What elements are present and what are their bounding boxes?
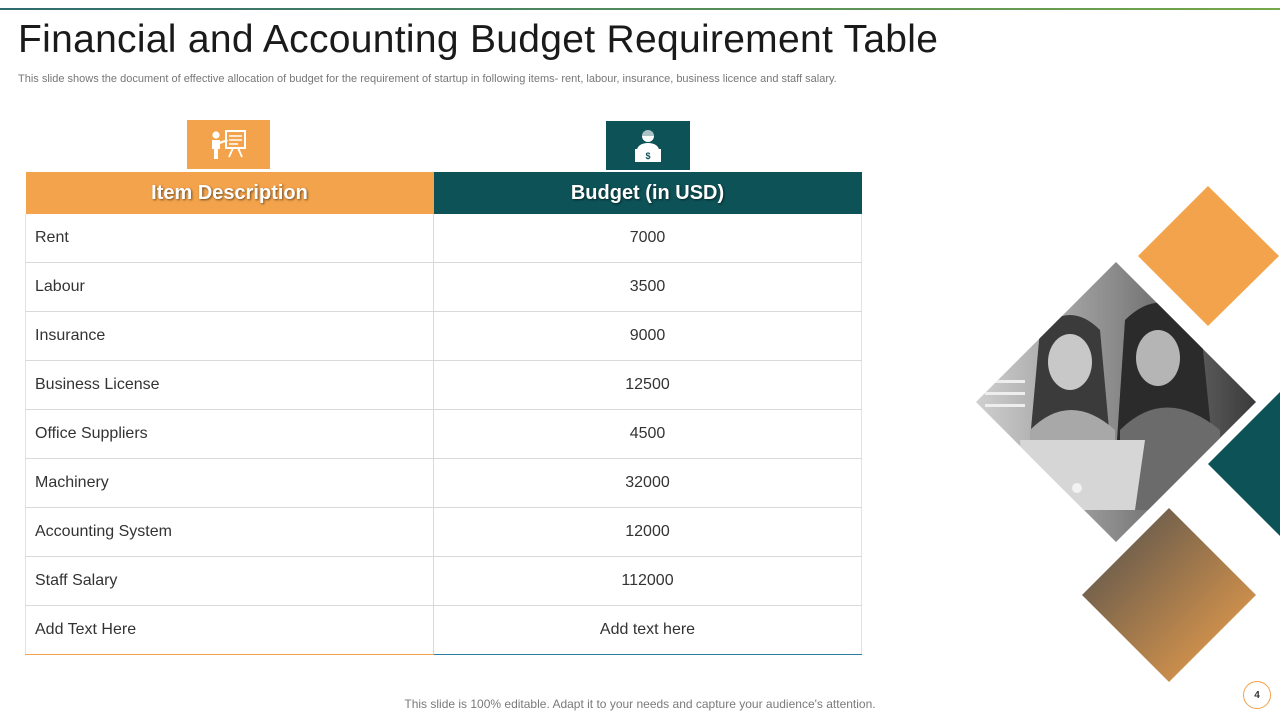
item-cell: Insurance xyxy=(26,312,434,361)
page-number: 4 xyxy=(1243,681,1271,709)
amount-cell: 12500 xyxy=(434,361,862,410)
amount-cell: 3500 xyxy=(434,263,862,312)
item-cell: Rent xyxy=(26,214,434,263)
page-title: Financial and Accounting Budget Requirement Table xyxy=(18,18,939,61)
item-column-icon-box xyxy=(187,120,270,169)
cashier-icon xyxy=(631,128,665,164)
table-row xyxy=(26,263,862,312)
table-row xyxy=(26,459,862,508)
amount-cell: Add text here xyxy=(434,606,862,655)
footer-note: This slide is 100% editable. Adapt it to your needs and capture your audience's attention. xyxy=(404,697,876,711)
budget-header: Budget (in USD) xyxy=(434,172,862,214)
budget-column-icon-box xyxy=(606,121,690,170)
table-row xyxy=(26,606,862,655)
item-cell: Staff Salary xyxy=(26,557,434,606)
table-row xyxy=(26,508,862,557)
page-subtitle: This slide shows the document of effective allocation of budget for the requirement of startup in following items- rent, labour, insurance, business licence and staff salary. xyxy=(18,73,837,85)
top-accent-line xyxy=(0,8,1280,10)
amount-cell: 9000 xyxy=(434,312,862,361)
item-cell: Accounting System xyxy=(26,508,434,557)
budget-table xyxy=(25,172,862,655)
svg-text:$: $ xyxy=(645,150,651,161)
amount-cell: 32000 xyxy=(434,459,862,508)
amount-cell: 7000 xyxy=(434,214,862,263)
item-cell: Labour xyxy=(26,263,434,312)
orange-diamond xyxy=(1138,186,1279,326)
table-row xyxy=(26,361,862,410)
table-header-row xyxy=(26,172,862,214)
item-cell: Add Text Here xyxy=(26,606,434,655)
amount-cell: 4500 xyxy=(434,410,862,459)
item-cell: Business License xyxy=(26,361,434,410)
item-description-header: Item Description xyxy=(26,172,434,214)
amount-cell: 12000 xyxy=(434,508,862,557)
item-cell: Office Suppliers xyxy=(26,410,434,459)
table-row xyxy=(26,312,862,361)
item-cell: Machinery xyxy=(26,459,434,508)
decorative-diamonds xyxy=(970,180,1280,690)
presenter-icon xyxy=(209,128,249,162)
table-row xyxy=(26,410,862,459)
table-row xyxy=(26,214,862,263)
table-row xyxy=(26,557,862,606)
amount-cell: 112000 xyxy=(434,557,862,606)
